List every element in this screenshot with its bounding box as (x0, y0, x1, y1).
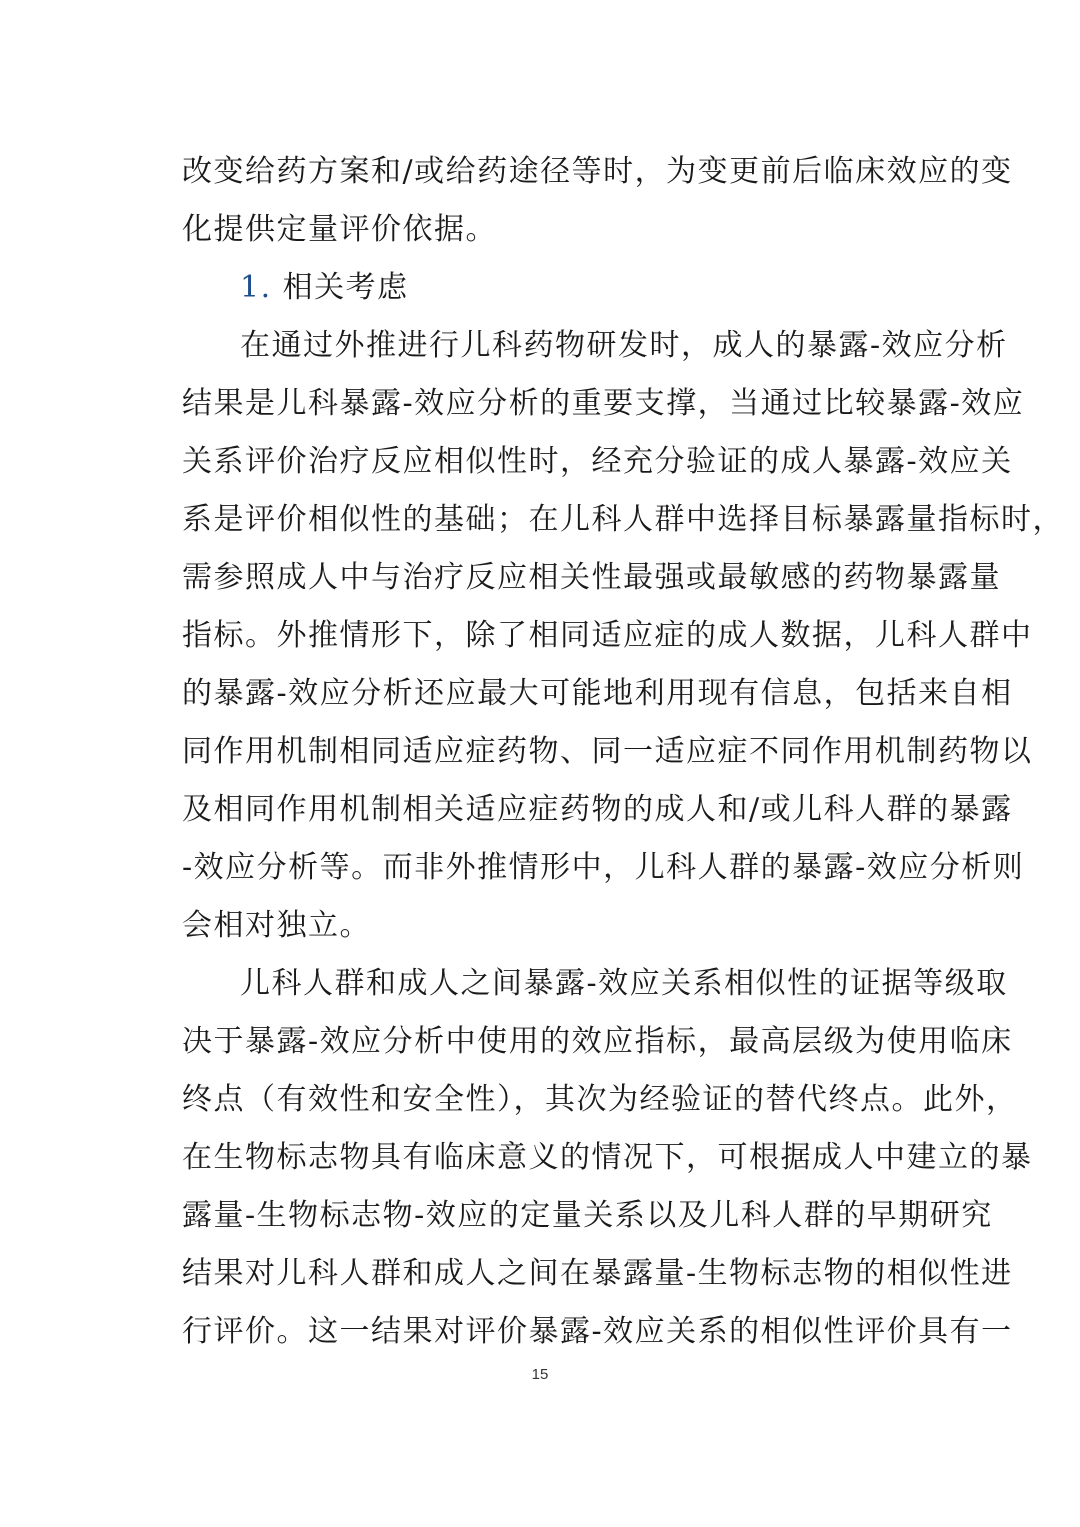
text-line: 在生物标志物具有临床意义的情况下，可根据成人中建立的暴 (182, 1140, 1033, 1175)
text-line: 终点（有效性和安全性），其次为经验证的替代终点。此外， (182, 1082, 1018, 1117)
text-line: 指标。外推情形下，除了相同适应症的成人数据，儿科人群中 (182, 618, 1033, 653)
text-line: 会相对独立。 (182, 908, 371, 943)
section-title: 相关考虑 (282, 270, 409, 305)
text-line: 露量-生物标志物-效应的定量关系以及儿科人群的早期研究 (182, 1198, 993, 1233)
section-heading (240, 269, 972, 307)
text-line: 及相同作用机制相关适应症药物的成人和/或儿科人群的暴露 (182, 792, 1013, 827)
text-line: -效应分析等。而非外推情形中，儿科人群的暴露-效应分析则 (182, 850, 1025, 885)
text-line: 化提供定量评价依据。 (182, 212, 497, 247)
text-line: 需参照成人中与治疗反应相关性最强或最敏感的药物暴露量 (182, 560, 1001, 595)
text-line: 行评价。这一结果对评价暴露-效应关系的相似性评价具有一 (182, 1314, 1013, 1349)
text-line: 在通过外推进行儿科药物研发时，成人的暴露-效应分析 (240, 328, 1008, 363)
text-line: 关系评价治疗反应相似性时，经充分验证的成人暴露-效应关 (182, 444, 1013, 479)
text-line: 结果是儿科暴露-效应分析的重要支撑，当通过比较暴露-效应 (182, 386, 1025, 421)
text-line: 的暴露-效应分析还应最大可能地利用现有信息，包括来自相 (182, 676, 1013, 711)
section-number: 1. (240, 270, 272, 305)
page-number: 15 (531, 1366, 549, 1383)
text-line: 决于暴露-效应分析中使用的效应指标，最高层级为使用临床 (182, 1024, 1013, 1059)
text-line: 结果对儿科人群和成人之间在暴露量-生物标志物的相似性进 (182, 1256, 1013, 1291)
text-line: 系是评价相似性的基础；在儿科人群中选择目标暴露量指标时， (182, 502, 1064, 537)
text-line: 同作用机制相同适应症药物、同一适应症不同作用机制药物以 (182, 734, 1033, 769)
text-line: 儿科人群和成人之间暴露-效应关系相似性的证据等级取 (240, 966, 1008, 1001)
text-line: 改变给药方案和/或给药途径等时，为变更前后临床效应的变 (182, 154, 1013, 189)
